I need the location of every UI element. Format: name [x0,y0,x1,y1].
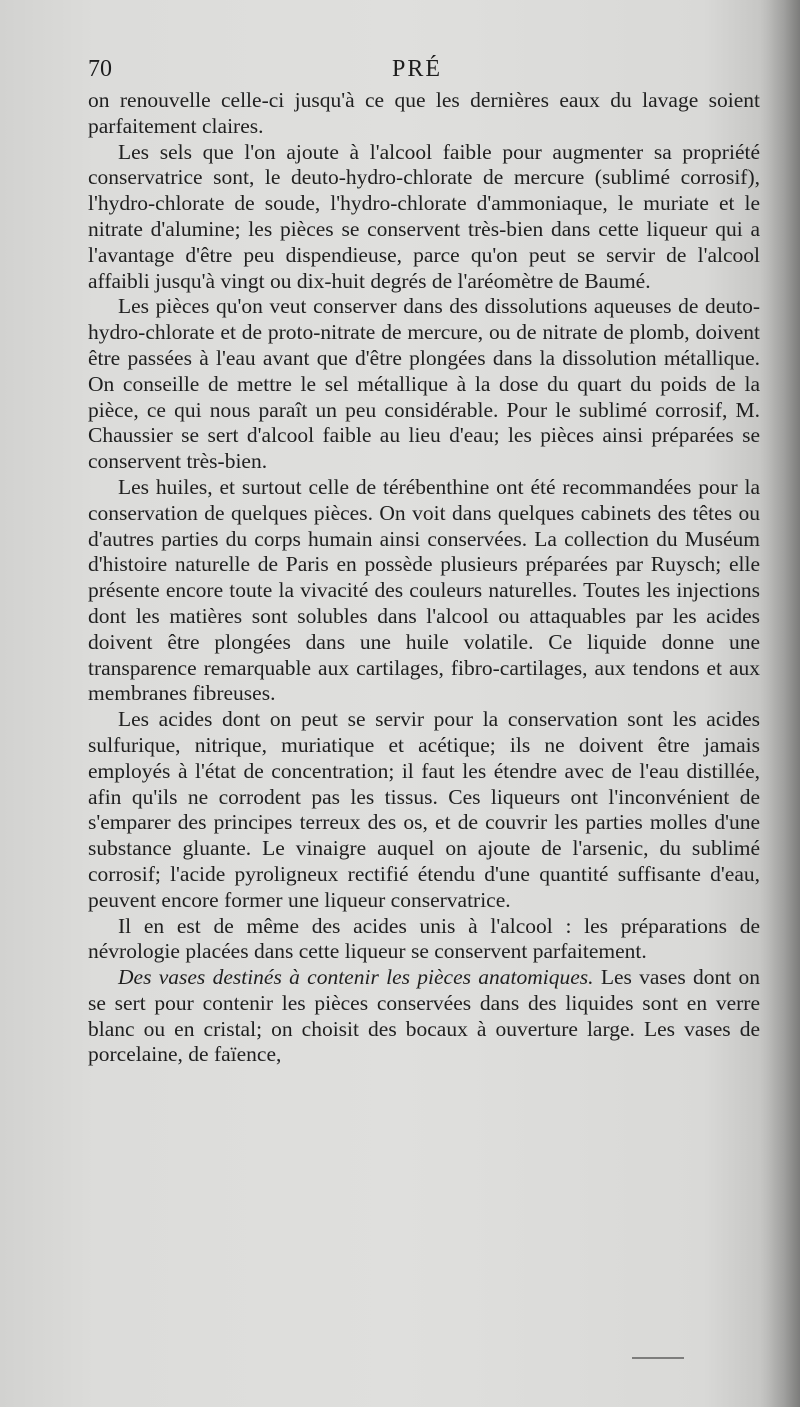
paragraph-2: Les sels que l'on ajoute à l'alcool faible pour augmenter sa propriété conservatrice sont, le deuto-hydro-chlorate de mercure (sublimé corrosif), l'hydro-chlorate de soude, l'hydro-chlorate d'ammoniaque, le muriate et le nitrate d'alumine; les pièces se conservent très-bien dans cette liqueur qui a l'avantage d'être peu dispendieuse, parce qu'on peut se servir de l'alcool affaibli jusqu'à vingt ou dix-huit degrés de l'aréomètre de Baumé. [88,139,760,293]
body-text [88,88,760,1068]
running-head: PRÉ [392,56,443,82]
paragraph-7 [88,965,760,1068]
section-text: Les vases dont on se sert pour contenir les pièces conservées dans des liquides sont en verre blanc ou en cristal; on choisit des bocaux à ouverture large. Les vases de porcelaine, de faïence, [88,965,761,1067]
paragraph-4: Les huiles, et surtout celle de térébenthine ont été recommandées pour la conservation de quelques pièces. On voit dans quelques cabinets des têtes ou d'autres parties du corps humain ainsi conservées. La collection du Muséum d'histoire naturelle de Paris en possède plusieurs préparées par Ruysch; elle présente encore toute la vivacité des couleurs naturelles. Toutes les injections dont les matières sont solubles dans l'alcool ou attaquables par les acides doivent être plongées dans une huile volatile. Ce liquide donne une transparence remarquable aux cartilages, fibro-cartilages, aux tendons et aux membranes fibreuses. [88,474,760,706]
page-number: 70 [88,56,112,82]
paragraph-5: Les acides dont on peut se servir pour la conservation sont les acides sulfurique, nitrique, muriatique et acétique; ils ne doivent être jamais employés à l'état de concentration; il faut les étendre avec de l'eau distillée, afin qu'ils ne corrodent pas les tissus. Ces liqueurs ont l'inconvénient de s'emparer des principes terreux des os, et de couvrir les parties molles d'une substance gluante. Le vinaigre auquel on ajoute de l'arsenic, du sublimé corrosif; l'acide pyroligneux rectifié étendu d'une quantité suffisante d'eau, peuvent encore former une liqueur conservatrice. [88,707,760,912]
page-edge-shadow [760,0,800,1407]
stray-ink-mark [632,1357,684,1359]
section-heading: Des vases destinés à contenir les pièces anatomiques. [118,965,594,990]
paragraph-3: Les pièces qu'on veut conserver dans des dissolutions aqueuses de deuto-hydro-chlorate et de proto-nitrate de mercure, ou de nitrate de plomb, doivent être passées à l'eau avant que d'être plongées dans la dissolution métallique. On conseille de mettre le sel métallique à la dose du quart du poids de la pièce, ce qui nous paraît un peu considérable. Pour le sublimé corrosif, M. Chaussier se sert d'alcool faible au lieu d'eau; les pièces ainsi préparées se conservent très-bien. [88,294,760,474]
paragraph-1: on renouvelle celle-ci jusqu'à ce que les dernières eaux du lavage soient parfaitement claires. [88,88,760,138]
page-header [88,56,760,90]
paragraph-6: Il en est de même des acides unis à l'alcool : les préparations de névrologie placées dans cette liqueur se conservent parfaitement. [88,913,760,964]
